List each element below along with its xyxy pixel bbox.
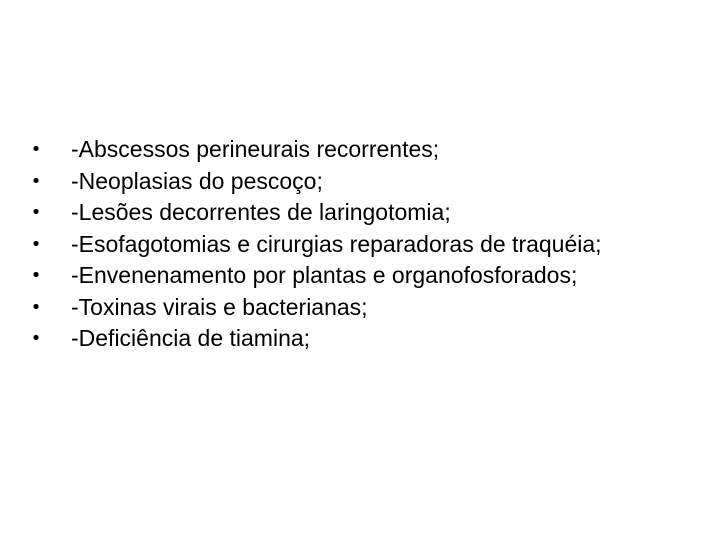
list-item-text: -Deficiência de tiamina; (71, 325, 311, 351)
list-item-text: -Abscessos perineurais recorrentes; (71, 136, 440, 162)
list-item (30, 134, 710, 166)
bullet-icon: • (30, 265, 42, 286)
bullet-icon: • (30, 328, 42, 349)
bullet-icon: • (30, 139, 42, 160)
bullet-icon: • (30, 233, 42, 255)
list-item-text: -Envenenamento por plantas e organofosforados; (71, 262, 578, 288)
bullet-icon: • (30, 296, 42, 318)
list-item (30, 260, 710, 292)
list-item-text: -Neoplasias do pescoço; (71, 167, 323, 194)
bullet-list (30, 134, 710, 355)
list-item (30, 197, 710, 229)
list-item-text: -Lesões decorrentes de laringotomia; (71, 199, 451, 225)
list-item-text: -Toxinas virais e bacterianas; (71, 293, 368, 320)
bullet-icon: • (30, 202, 42, 223)
list-item (30, 323, 710, 355)
list-item-text: -Esofagotomias e cirurgias reparadoras de traquéia; (71, 230, 602, 257)
bullet-icon: • (30, 170, 42, 192)
list-item (30, 229, 710, 261)
list-item (30, 166, 710, 198)
list-item (30, 292, 710, 324)
